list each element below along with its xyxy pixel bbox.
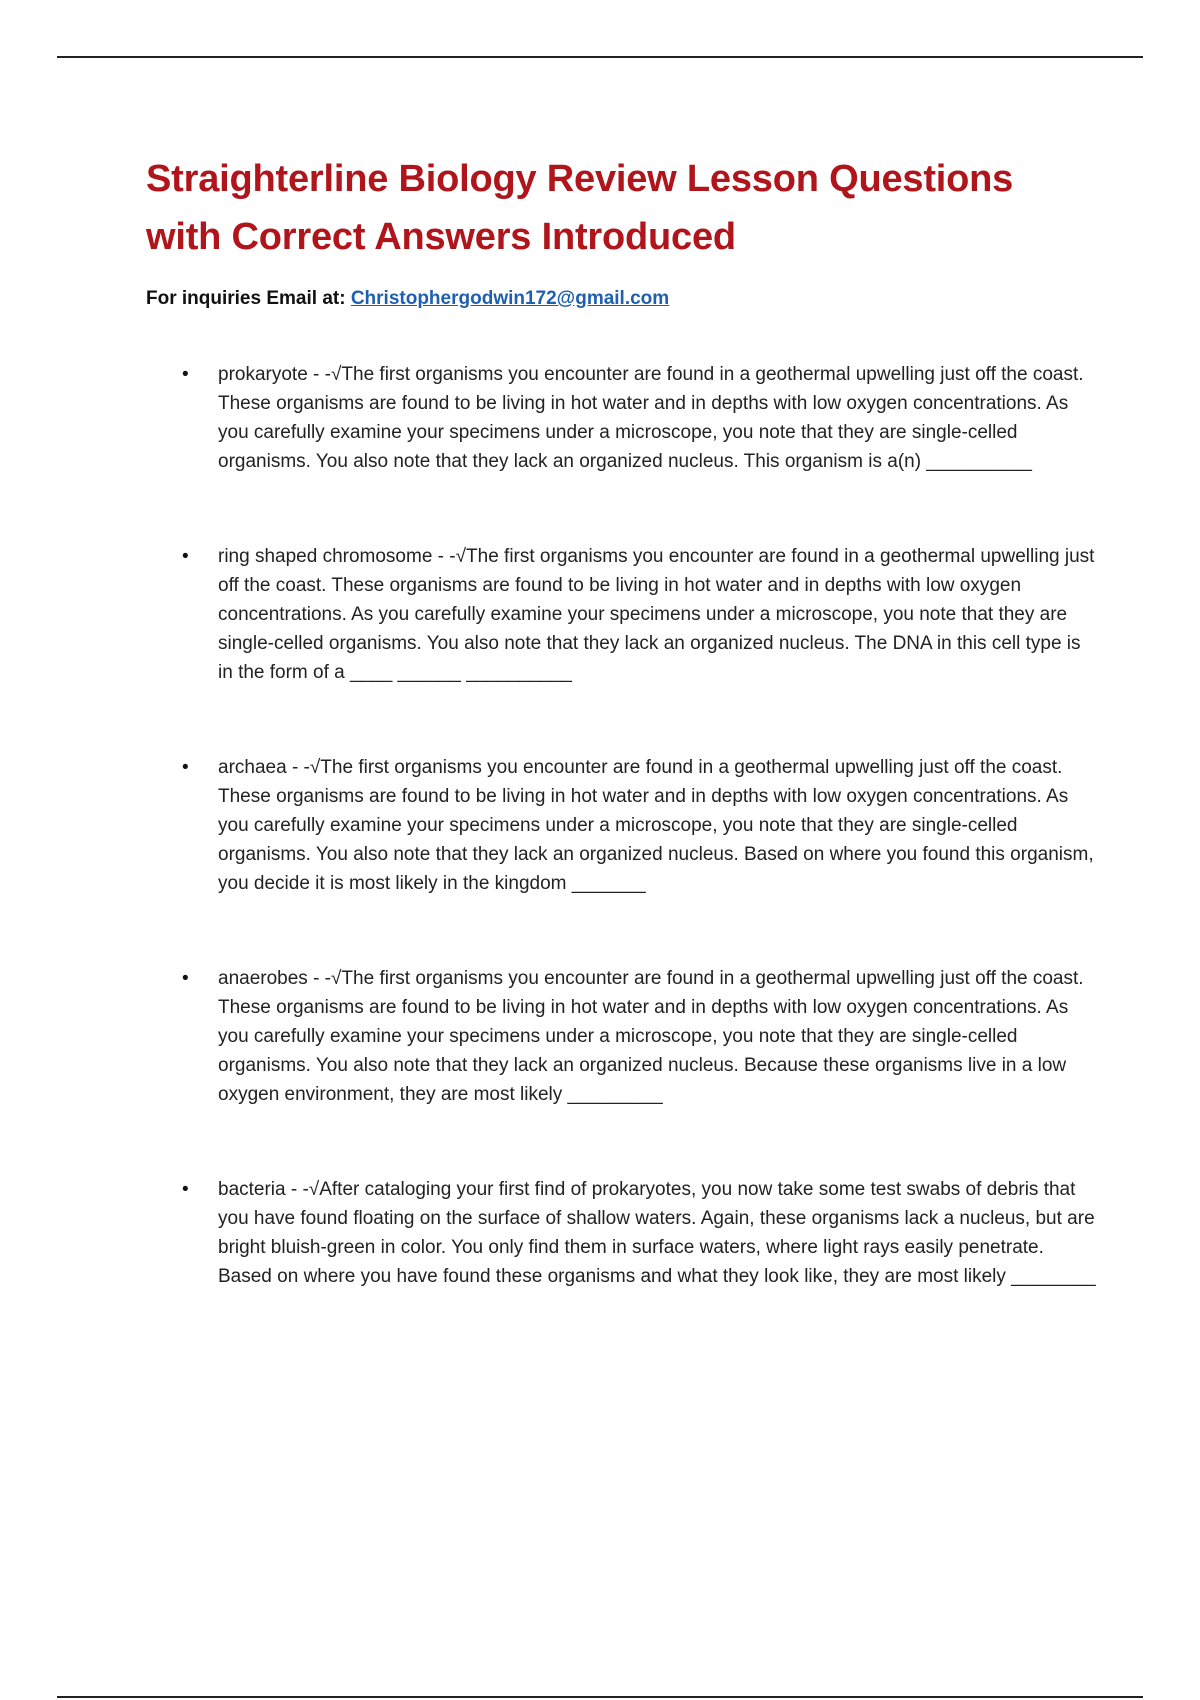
- footer-rule: [57, 1696, 1143, 1698]
- email-link[interactable]: Christophergodwin172@gmail.com: [350, 288, 670, 309]
- list-item: [146, 1175, 1096, 1291]
- bullet-icon: •: [182, 757, 189, 778]
- document-content: [146, 150, 1096, 1357]
- question-text: ring shaped chromosome - -√The first organisms you encounter are found in a geothermal upwelling just off the coast. These organisms are found to be living in hot water and in depths with low oxygen concentrations. As you carefully examine your specimens under a microscope, you note that they are single-celled organisms. You also note that they lack an organized nucleus. The DNA in this cell type is in the form of a ____ ______ __________: [218, 546, 1095, 683]
- list-item: [146, 360, 1096, 476]
- document-title: Straighterline Biology Review Lesson Questions with Correct Answers Introduced: [146, 158, 1014, 258]
- question-text: prokaryote - -√The first organisms you encounter are found in a geothermal upwelling just off the coast. These organisms are found to be living in hot water and in depths with low oxygen concentrations. As you carefully examine your specimens under a microscope, you note that they are single-celled organisms. You also note that they lack an organized nucleus. This organism is a(n) __________: [218, 364, 1084, 472]
- bullet-icon: •: [182, 546, 189, 567]
- bullet-icon: •: [182, 364, 189, 385]
- inquiry-label: For inquiries Email at:: [146, 288, 346, 309]
- bullet-icon: •: [182, 1179, 189, 1200]
- question-text: archaea - -√The first organisms you encounter are found in a geothermal upwelling just off the coast. These organisms are found to be living in hot water and in depths with low oxygen concentrations. As you carefully examine your specimens under a microscope, you note that they are single-celled organisms. You also note that they lack an organized nucleus. Based on where you found this organism, you decide it is most likely in the kingdom _______: [218, 757, 1094, 894]
- question-text: bacteria - -√After cataloging your first find of prokaryotes, you now take some test swabs of debris that you have found floating on the surface of shallow waters. Again, these organisms lack a nucleus, but are bright bluish-green in color. You only find them in surface waters, where light rays easily penetrate. Based on where you have found these organisms and what they look like, they are most likely ________: [218, 1179, 1096, 1287]
- question-list: [146, 360, 1096, 1291]
- question-text: anaerobes - -√The first organisms you encounter are found in a geothermal upwelling just off the coast. These organisms are found to be living in hot water and in depths with low oxygen concentrations. As you carefully examine your specimens under a microscope, you note that they are single-celled organisms. You also note that they lack an organized nucleus. Because these organisms live in a low oxygen environment, they are most likely _________: [218, 968, 1084, 1105]
- bullet-icon: •: [182, 968, 189, 989]
- list-item: [146, 753, 1096, 898]
- header-rule: [57, 56, 1143, 58]
- list-item: [146, 964, 1096, 1109]
- inquiry-line: [146, 286, 1096, 312]
- list-item: [146, 542, 1096, 687]
